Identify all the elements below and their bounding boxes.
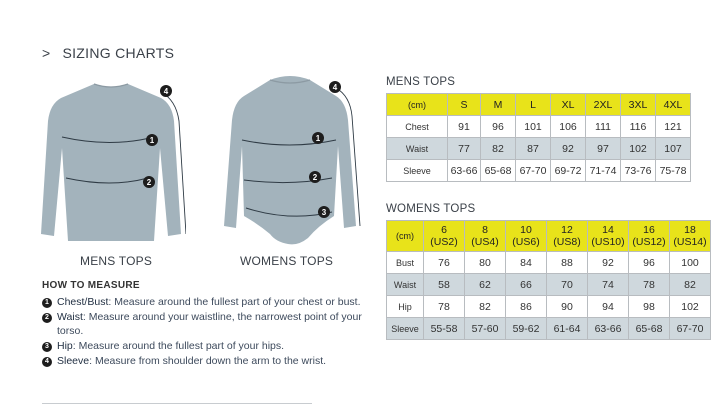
header-cell: 10 (US6) — [506, 221, 547, 252]
table-cell: 80 — [465, 252, 506, 274]
table-cell: 57-60 — [465, 318, 506, 340]
row-label: Hip — [387, 296, 424, 318]
number-2-icon: 2 — [42, 313, 52, 323]
divider — [42, 403, 312, 404]
table-cell: 76 — [424, 252, 465, 274]
table-cell: 82 — [465, 296, 506, 318]
mens-top-shape — [41, 84, 181, 241]
table-cell: 78 — [629, 274, 670, 296]
marker-4-icon — [160, 85, 172, 97]
table-cell: 121 — [656, 116, 691, 138]
header-cell: 6 (US2) — [424, 221, 465, 252]
measure-description: : Measure from shoulder down the arm to the wrist. — [89, 354, 327, 367]
row-label: Chest — [387, 116, 448, 138]
header-cell: XL — [551, 94, 586, 116]
measure-description: : Measure around your waistline, the narrowest point of your torso. — [57, 311, 362, 337]
table-cell: 58 — [424, 274, 465, 296]
number-1-icon: 1 — [42, 298, 52, 308]
table-cell: 67-70 — [516, 160, 551, 182]
table-cell: 65-68 — [481, 160, 516, 182]
header-cell: 14 (US10) — [588, 221, 629, 252]
table-cell: 94 — [588, 296, 629, 318]
header-cell: (cm) — [387, 94, 448, 116]
table-cell: 78 — [424, 296, 465, 318]
svg-text:3: 3 — [321, 208, 327, 217]
marker-2-icon — [143, 176, 155, 188]
svg-text:4: 4 — [163, 87, 169, 96]
table-cell: 61-64 — [547, 318, 588, 340]
svg-text:2: 2 — [312, 173, 318, 182]
table-cell: 98 — [629, 296, 670, 318]
marker-1-icon — [146, 134, 158, 146]
list-item — [42, 340, 372, 354]
table-cell: 75-78 — [656, 160, 691, 182]
table-row — [387, 274, 711, 296]
svg-text:1: 1 — [149, 136, 155, 145]
table-cell: 86 — [506, 296, 547, 318]
header-cell: 12 (US8) — [547, 221, 588, 252]
table-cell: 92 — [588, 252, 629, 274]
measure-term: Sleeve — [57, 354, 90, 367]
number-4-icon: 4 — [42, 357, 52, 367]
svg-text:2: 2 — [146, 178, 152, 187]
table-row — [387, 160, 691, 182]
header-cell: (cm) — [387, 221, 424, 252]
measure-term: Chest/Bust — [57, 296, 109, 308]
table-cell: 107 — [656, 138, 691, 160]
womens-figure-label: WOMENS TOPS — [240, 254, 334, 268]
header-cell: L — [516, 94, 551, 116]
table-cell: 96 — [481, 116, 516, 138]
mens-top-figure — [36, 76, 186, 246]
how-to-measure-list — [42, 296, 372, 370]
row-label: Sleeve — [387, 160, 448, 182]
table-cell: 66 — [506, 274, 547, 296]
row-label: Waist — [387, 274, 424, 296]
table-cell: 71-74 — [586, 160, 621, 182]
how-to-measure-title: HOW TO MEASURE — [42, 280, 140, 291]
table-cell: 97 — [586, 138, 621, 160]
table-cell: 102 — [670, 296, 711, 318]
number-3-icon: 3 — [42, 342, 52, 352]
table-cell: 69-72 — [551, 160, 586, 182]
header-cell: 3XL — [621, 94, 656, 116]
mens-figure-label: MENS TOPS — [80, 254, 153, 268]
table-cell: 91 — [448, 116, 481, 138]
list-item — [42, 296, 372, 310]
table-cell: 102 — [621, 138, 656, 160]
mens-table-title: MENS TOPS — [386, 76, 456, 88]
table-cell: 106 — [551, 116, 586, 138]
table-row — [387, 138, 691, 160]
header-cell: 8 (US4) — [465, 221, 506, 252]
row-label: Sleeve — [387, 318, 424, 340]
table-cell: 77 — [448, 138, 481, 160]
table-cell: 70 — [547, 274, 588, 296]
table-cell: 90 — [547, 296, 588, 318]
page-heading — [42, 45, 174, 61]
table-cell: 62 — [465, 274, 506, 296]
header-cell: 2XL — [586, 94, 621, 116]
svg-text:4: 4 — [332, 83, 338, 92]
header-cell: 4XL — [656, 94, 691, 116]
measure-term: Waist — [57, 311, 83, 323]
table-cell: 101 — [516, 116, 551, 138]
row-label: Bust — [387, 252, 424, 274]
table-cell: 82 — [670, 274, 711, 296]
table-cell: 73-76 — [621, 160, 656, 182]
svg-text:1: 1 — [315, 134, 321, 143]
mens-size-table — [386, 93, 691, 182]
table-cell: 92 — [551, 138, 586, 160]
row-label: Waist — [387, 138, 448, 160]
womens-size-table — [386, 220, 711, 340]
measure-description: : Measure around the fullest part of your hips. — [72, 339, 285, 352]
table-cell: 116 — [621, 116, 656, 138]
table-cell: 67-70 — [670, 318, 711, 340]
table-cell: 63-66 — [448, 160, 481, 182]
header-cell: S — [448, 94, 481, 116]
table-cell: 65-68 — [629, 318, 670, 340]
womens-table-title: WOMENS TOPS — [386, 203, 476, 215]
marker-3-icon — [318, 206, 330, 218]
table-cell: 55-58 — [424, 318, 465, 340]
header-cell: M — [481, 94, 516, 116]
header-cell: 16 (US12) — [629, 221, 670, 252]
table-cell: 82 — [481, 138, 516, 160]
table-cell: 59-62 — [506, 318, 547, 340]
chevron-right-icon: > — [42, 45, 51, 61]
table-cell: 88 — [547, 252, 588, 274]
table-cell: 63-66 — [588, 318, 629, 340]
table-cell: 74 — [588, 274, 629, 296]
measure-term: Hip — [57, 339, 73, 352]
table-row — [387, 318, 711, 340]
table-header-row — [387, 221, 711, 252]
marker-2-icon — [309, 171, 321, 183]
table-header-row — [387, 94, 691, 116]
table-cell: 111 — [586, 116, 621, 138]
table-row — [387, 252, 711, 274]
list-item — [42, 355, 372, 369]
marker-1-icon — [312, 132, 324, 144]
table-cell: 96 — [629, 252, 670, 274]
page-title: SIZING CHARTS — [62, 45, 175, 61]
measure-description: : Measure around the fullest part of your chest or bust. — [108, 296, 361, 308]
table-row — [387, 296, 711, 318]
marker-4-icon — [329, 81, 341, 93]
list-item — [42, 311, 372, 338]
womens-top-shape — [224, 76, 356, 244]
table-row — [387, 116, 691, 138]
header-cell: 18 (US14) — [670, 221, 711, 252]
table-cell: 100 — [670, 252, 711, 274]
womens-top-figure — [218, 76, 368, 248]
table-cell: 84 — [506, 252, 547, 274]
table-cell: 87 — [516, 138, 551, 160]
